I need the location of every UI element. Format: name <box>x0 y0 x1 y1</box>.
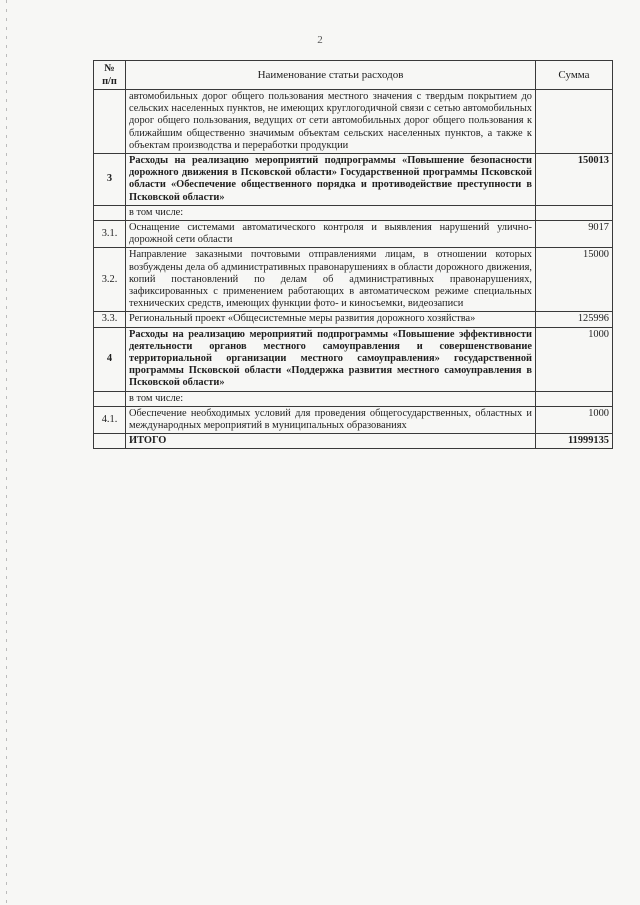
header-num-text: № п/п <box>102 63 117 87</box>
row-name: в том числе: <box>126 391 536 406</box>
row-num <box>94 90 126 154</box>
page-number: 2 <box>317 34 323 46</box>
row-sum: 1000 <box>536 406 613 433</box>
table-row <box>94 312 613 327</box>
row-name: Региональный проект «Общесистемные меры развития дорожного хозяйства» <box>126 312 536 327</box>
total-row <box>94 434 613 449</box>
scan-margin-line <box>6 0 7 905</box>
row-sum: 15000 <box>536 248 613 312</box>
row-name: Оснащение системами автоматического контроля и выявления нарушений улично-дорожной сети области <box>126 221 536 248</box>
expense-table <box>93 60 613 449</box>
row-sum <box>536 391 613 406</box>
table-row <box>94 221 613 248</box>
row-sum <box>536 205 613 220</box>
row-name: в том числе: <box>126 205 536 220</box>
row-sum: 1000 <box>536 327 613 391</box>
table-row <box>94 205 613 220</box>
row-num: 3.3. <box>94 312 126 327</box>
table-row <box>94 327 613 391</box>
table-row <box>94 248 613 312</box>
total-label: ИТОГО <box>126 434 536 449</box>
row-num: 3.2. <box>94 248 126 312</box>
row-name: Обеспечение необходимых условий для проведения общегосударственных, областных и международных мероприятий в муниципальных образованиях <box>126 406 536 433</box>
row-num <box>94 391 126 406</box>
row-name: Направление заказными почтовыми отправлениями лицам, в отношении которых возбуждены дела об административных правонарушениях в области дорожного движения, копий постановлений по делам об административных правонарушениях, зафиксированных с применением работающих в автоматическом режиме специальных технических средств, имеющих функции фото- и киносъемки, видеозаписи <box>126 248 536 312</box>
row-num: 3 <box>94 154 126 206</box>
table-row <box>94 90 613 154</box>
row-num: 4.1. <box>94 406 126 433</box>
row-name: Расходы на реализацию мероприятий подпрограммы «Повышение безопасности дорожного движения в Псковской области» Государственной программы Псковской области «Обеспечение общественного порядка и противодействие преступности в Псковской области» <box>126 154 536 206</box>
table-header-row <box>94 61 613 90</box>
header-sum: Сумма <box>536 61 613 90</box>
row-sum: 150013 <box>536 154 613 206</box>
table-row <box>94 154 613 206</box>
total-num <box>94 434 126 449</box>
row-num: 4 <box>94 327 126 391</box>
row-num <box>94 205 126 220</box>
total-sum: 11999135 <box>536 434 613 449</box>
table-row <box>94 391 613 406</box>
row-num: 3.1. <box>94 221 126 248</box>
row-sum <box>536 90 613 154</box>
row-name: автомобильных дорог общего пользования местного значения с твердым покрытием до сельских населенных пунктов, не имеющих круглогодичной связи с сетью автомобильных дорог общего пользования, ведущих от сети автомобильных дорог общего пользования к ближайшим общественно значимым объектам сельских населенных пунктов, а также к объектам производства и переработки продукции <box>126 90 536 154</box>
row-sum: 125996 <box>536 312 613 327</box>
table-row <box>94 406 613 433</box>
header-name: Наименование статьи расходов <box>126 61 536 90</box>
header-num <box>94 61 126 90</box>
row-name: Расходы на реализацию мероприятий подпрограммы «Повышение эффективности деятельности органов местного самоуправления и совершенствование территориальной организации местного самоуправления» государственной программы Псковской области «Поддержка развития местного самоуправления в Псковской области» <box>126 327 536 391</box>
row-sum: 9017 <box>536 221 613 248</box>
